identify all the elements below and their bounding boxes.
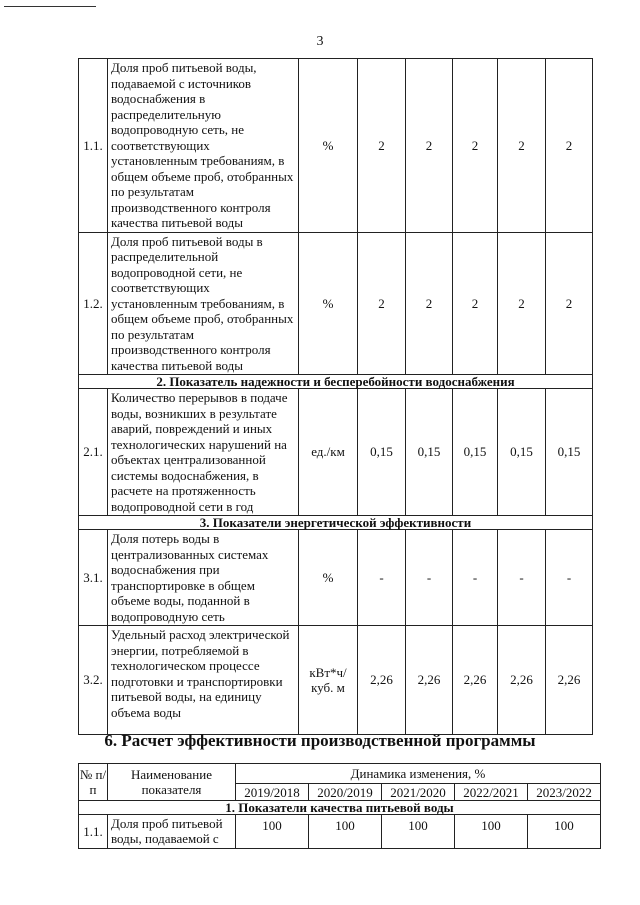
section-row bbox=[79, 516, 593, 530]
value-cell: 2,26 bbox=[453, 626, 498, 735]
value-cell: 2 bbox=[406, 59, 453, 233]
indicator-name: Удельный расход электрической энергии, потребляемой в технологическом процессе подготовки и транспортировки питьевой воды, на единицу объема воды bbox=[108, 626, 299, 735]
row-number: 3.2. bbox=[79, 626, 108, 735]
table-row bbox=[79, 389, 593, 516]
indicator-name: Доля проб питьевой воды в распределительной водопроводной сети, не соответствующих установленным требованиям, в общем объеме проб, отобранных по результатам производственного контроля качества питьевой воды bbox=[108, 232, 299, 375]
value-cell: 100 bbox=[528, 815, 601, 849]
value-cell: - bbox=[453, 530, 498, 626]
col-number-header: № п/п bbox=[79, 764, 108, 801]
dynamics-header: Динамика изменения, % bbox=[236, 764, 601, 784]
value-cell: 2 bbox=[358, 59, 406, 233]
table-row bbox=[79, 232, 593, 375]
value-cell: - bbox=[546, 530, 593, 626]
value-cell: - bbox=[406, 530, 453, 626]
value-cell: 2,26 bbox=[546, 626, 593, 735]
section-row bbox=[79, 801, 601, 815]
indicator-name: Доля потерь воды в централизованных системах водоснабжения при транспортировке в общем объеме воды, поданной в водопроводную сеть bbox=[108, 530, 299, 626]
year-header: 2019/2018 bbox=[236, 784, 309, 801]
year-header: 2022/2021 bbox=[455, 784, 528, 801]
value-cell: 100 bbox=[236, 815, 309, 849]
value-cell: 2 bbox=[498, 59, 546, 233]
row-number: 1.1. bbox=[79, 815, 108, 849]
header-row bbox=[79, 764, 601, 784]
indicator-name: Доля проб питьевой воды, подаваемой с bbox=[108, 815, 236, 849]
value-cell: 0,15 bbox=[358, 389, 406, 516]
row-number: 1.2. bbox=[79, 232, 108, 375]
unit-cell: ед./км bbox=[299, 389, 358, 516]
value-cell: 2,26 bbox=[406, 626, 453, 735]
value-cell: 0,15 bbox=[406, 389, 453, 516]
page-number: 3 bbox=[316, 34, 324, 49]
value-cell: - bbox=[358, 530, 406, 626]
value-cell: 2 bbox=[358, 232, 406, 375]
table-row bbox=[79, 530, 593, 626]
value-cell: 0,15 bbox=[546, 389, 593, 516]
unit-cell: % bbox=[299, 59, 358, 233]
indicators-table bbox=[78, 58, 593, 735]
row-number: 1.1. bbox=[79, 59, 108, 233]
section-row bbox=[79, 375, 593, 389]
value-cell: 100 bbox=[455, 815, 528, 849]
value-cell: 2 bbox=[453, 59, 498, 233]
year-header: 2023/2022 bbox=[528, 784, 601, 801]
value-cell: - bbox=[498, 530, 546, 626]
year-header: 2021/2020 bbox=[382, 784, 455, 801]
table-row bbox=[79, 626, 593, 735]
value-cell: 0,15 bbox=[498, 389, 546, 516]
section-title: 2. Показатель надежности и бесперебойности водоснабжения bbox=[79, 375, 593, 389]
row-number: 3.1. bbox=[79, 530, 108, 626]
section-heading: 6. Расчет эффективности производственной программы bbox=[104, 731, 536, 750]
value-cell: 2 bbox=[546, 232, 593, 375]
section-title: 1. Показатели качества питьевой воды bbox=[79, 801, 601, 815]
value-cell: 100 bbox=[309, 815, 382, 849]
value-cell: 2 bbox=[498, 232, 546, 375]
unit-cell: кВт*ч/ куб. м bbox=[299, 626, 358, 735]
value-cell: 2 bbox=[546, 59, 593, 233]
value-cell: 100 bbox=[382, 815, 455, 849]
section-title: 3. Показатели энергетической эффективности bbox=[79, 516, 593, 530]
efficiency-table bbox=[78, 763, 601, 849]
col-name-header: Наименование показателя bbox=[108, 764, 236, 801]
indicator-name: Доля проб питьевой воды, подаваемой с источников водоснабжения в распределительную водопроводную сеть, не соответствующих установленным требованиям, в общем объеме проб, отобранных по результатам производственного контроля качества питьевой воды bbox=[108, 59, 299, 233]
unit-cell: % bbox=[299, 530, 358, 626]
year-header: 2020/2019 bbox=[309, 784, 382, 801]
table-row bbox=[79, 59, 593, 233]
unit-cell: % bbox=[299, 232, 358, 375]
table-row bbox=[79, 815, 601, 849]
value-cell: 2,26 bbox=[498, 626, 546, 735]
value-cell: 2,26 bbox=[358, 626, 406, 735]
value-cell: 0,15 bbox=[453, 389, 498, 516]
indicator-name: Количество перерывов в подаче воды, возникших в результате аварий, повреждений и иных технологических нарушений на объектах централизованной системы водоснабжения, в расчете на протяженность водопроводной сети в год bbox=[108, 389, 299, 516]
value-cell: 2 bbox=[406, 232, 453, 375]
row-number: 2.1. bbox=[79, 389, 108, 516]
value-cell: 2 bbox=[453, 232, 498, 375]
corner-rule bbox=[4, 6, 96, 7]
